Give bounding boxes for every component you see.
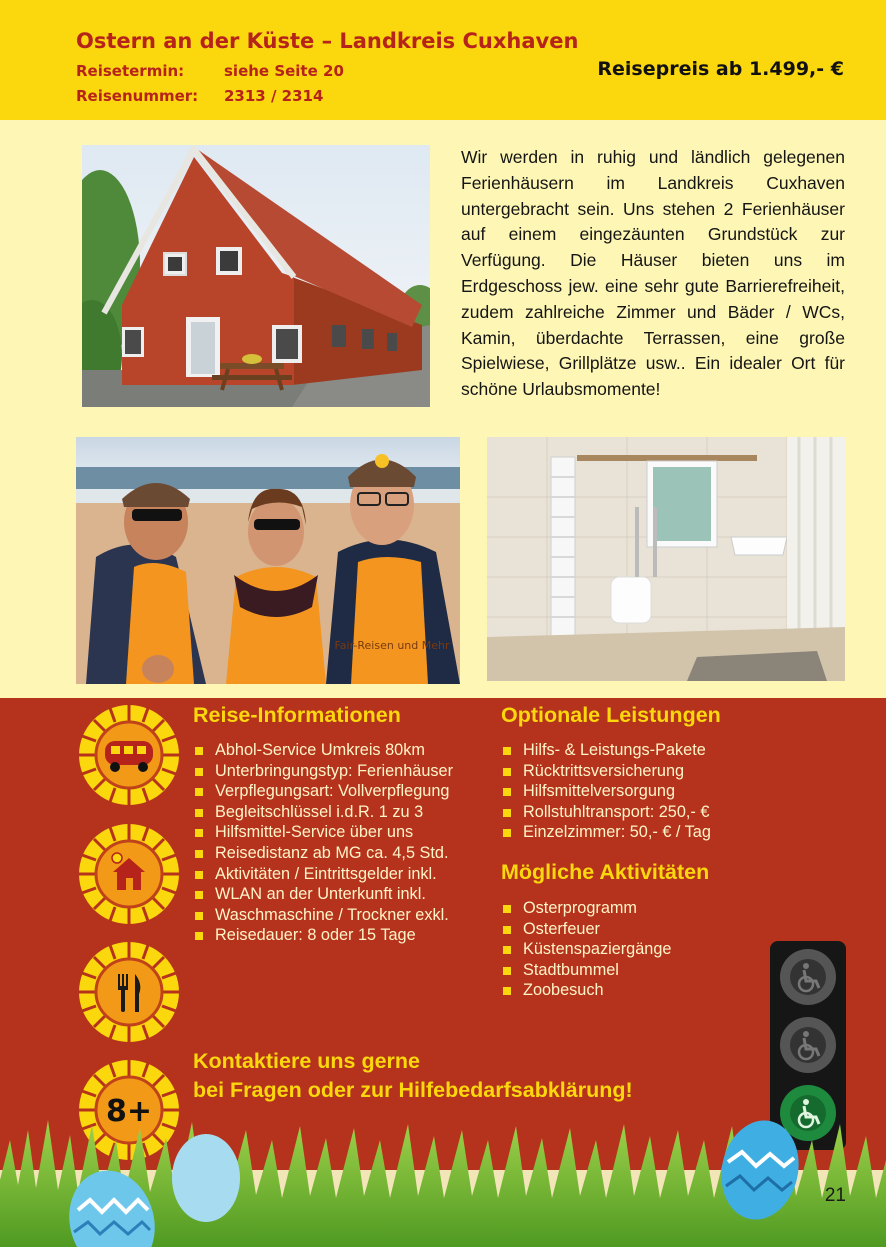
house-icon xyxy=(77,822,181,926)
list-item: Hilfsmittelversorgung xyxy=(501,781,711,802)
list-item: Unterbringungstyp: Ferienhäuser xyxy=(193,761,453,782)
reise-info-title: Reise-Informationen xyxy=(193,703,401,727)
easter-egg-icon xyxy=(172,1134,240,1222)
activities-list xyxy=(501,898,671,1001)
list-item: Osterprogramm xyxy=(501,898,671,919)
list-item: Rollstuhltransport: 250,- € xyxy=(501,802,711,823)
trip-date-row xyxy=(76,62,344,80)
list-item: Waschmaschine / Trockner exkl. xyxy=(193,905,453,926)
trip-number-value: 2313 / 2314 xyxy=(224,87,324,105)
list-item: Reisedistanz ab MG ca. 4,5 Std. xyxy=(193,843,453,864)
activities-title: Mögliche Aktivitäten xyxy=(501,860,710,884)
trip-date-label: Reisetermin: xyxy=(76,62,185,80)
reise-info-list xyxy=(193,740,453,946)
grass-decoration xyxy=(0,1100,886,1247)
wheelchair-icon xyxy=(780,1017,836,1073)
wheelchair-icon xyxy=(780,949,836,1005)
list-item: Verpflegungsart: Vollverpflegung xyxy=(193,781,453,802)
bathroom-photo xyxy=(487,437,845,681)
list-item: Osterfeuer xyxy=(501,919,671,940)
contact-line-1: Kontaktiere uns gerne xyxy=(193,1049,420,1073)
list-item: Einzelzimmer: 50,- € / Tag xyxy=(501,822,711,843)
list-item: Küstenspaziergänge xyxy=(501,939,671,960)
trip-price: Reisepreis ab 1.499,- € xyxy=(597,58,844,80)
header-bar xyxy=(0,0,886,120)
list-item: Hilfs- & Leistungs-Pakete xyxy=(501,740,711,761)
list-item: Rücktrittsversicherung xyxy=(501,761,711,782)
list-item: Aktivitäten / Eintrittsgelder inkl. xyxy=(193,864,453,885)
list-item: Abhol-Service Umkreis 80km xyxy=(193,740,453,761)
trip-number-row xyxy=(76,87,323,105)
cutlery-icon xyxy=(77,940,181,1044)
list-item: Hilfsmittel-Service über uns xyxy=(193,822,453,843)
age-badge-text: 8+ xyxy=(105,1094,153,1129)
contact-line-2: bei Fragen oder zur Hilfebedarfsabklärung! xyxy=(193,1078,633,1102)
list-item: Begleitschlüssel i.d.R. 1 zu 3 xyxy=(193,802,453,823)
trip-number-label: Reisenummer: xyxy=(76,87,199,105)
trip-date-value: siehe Seite 20 xyxy=(224,62,344,80)
house-photo xyxy=(82,145,430,407)
trip-title: Ostern an der Küste – Landkreis Cuxhaven xyxy=(76,29,579,53)
list-item: Zoobesuch xyxy=(501,980,671,1001)
optional-title: Optionale Leistungen xyxy=(501,703,721,727)
list-item: Stadtbummel xyxy=(501,960,671,981)
contact-text xyxy=(193,1047,633,1105)
bus-icon xyxy=(77,703,181,807)
page-number: 21 xyxy=(824,1185,846,1206)
list-item: WLAN an der Unterkunft inkl. xyxy=(193,884,453,905)
group-shirt-text: Fair-Reisen und Mehr xyxy=(334,639,450,652)
list-item: Reisedauer: 8 oder 15 Tage xyxy=(193,925,453,946)
group-photo xyxy=(76,437,460,684)
intro-text: Wir werden in ruhig und ländlich gelegenen Ferienhäusern im Landkreis Cuxhaven untergebracht sein. Uns stehen 2 Ferienhäuser auf einem eingezäunten Grundstück zur Verfügung. Die Häuser bieten uns im Erdgeschoss jew. eine sehr gute Barrierefreiheit, zudem zahlreiche Zimmer und Bäder / WCs, Kamin, überdachte Terrassen, eine große Spielwiese, Grillplätze usw.. Ein idealer Ort für schöne Urlaubsmomente! xyxy=(461,147,845,400)
optional-list xyxy=(501,740,711,843)
